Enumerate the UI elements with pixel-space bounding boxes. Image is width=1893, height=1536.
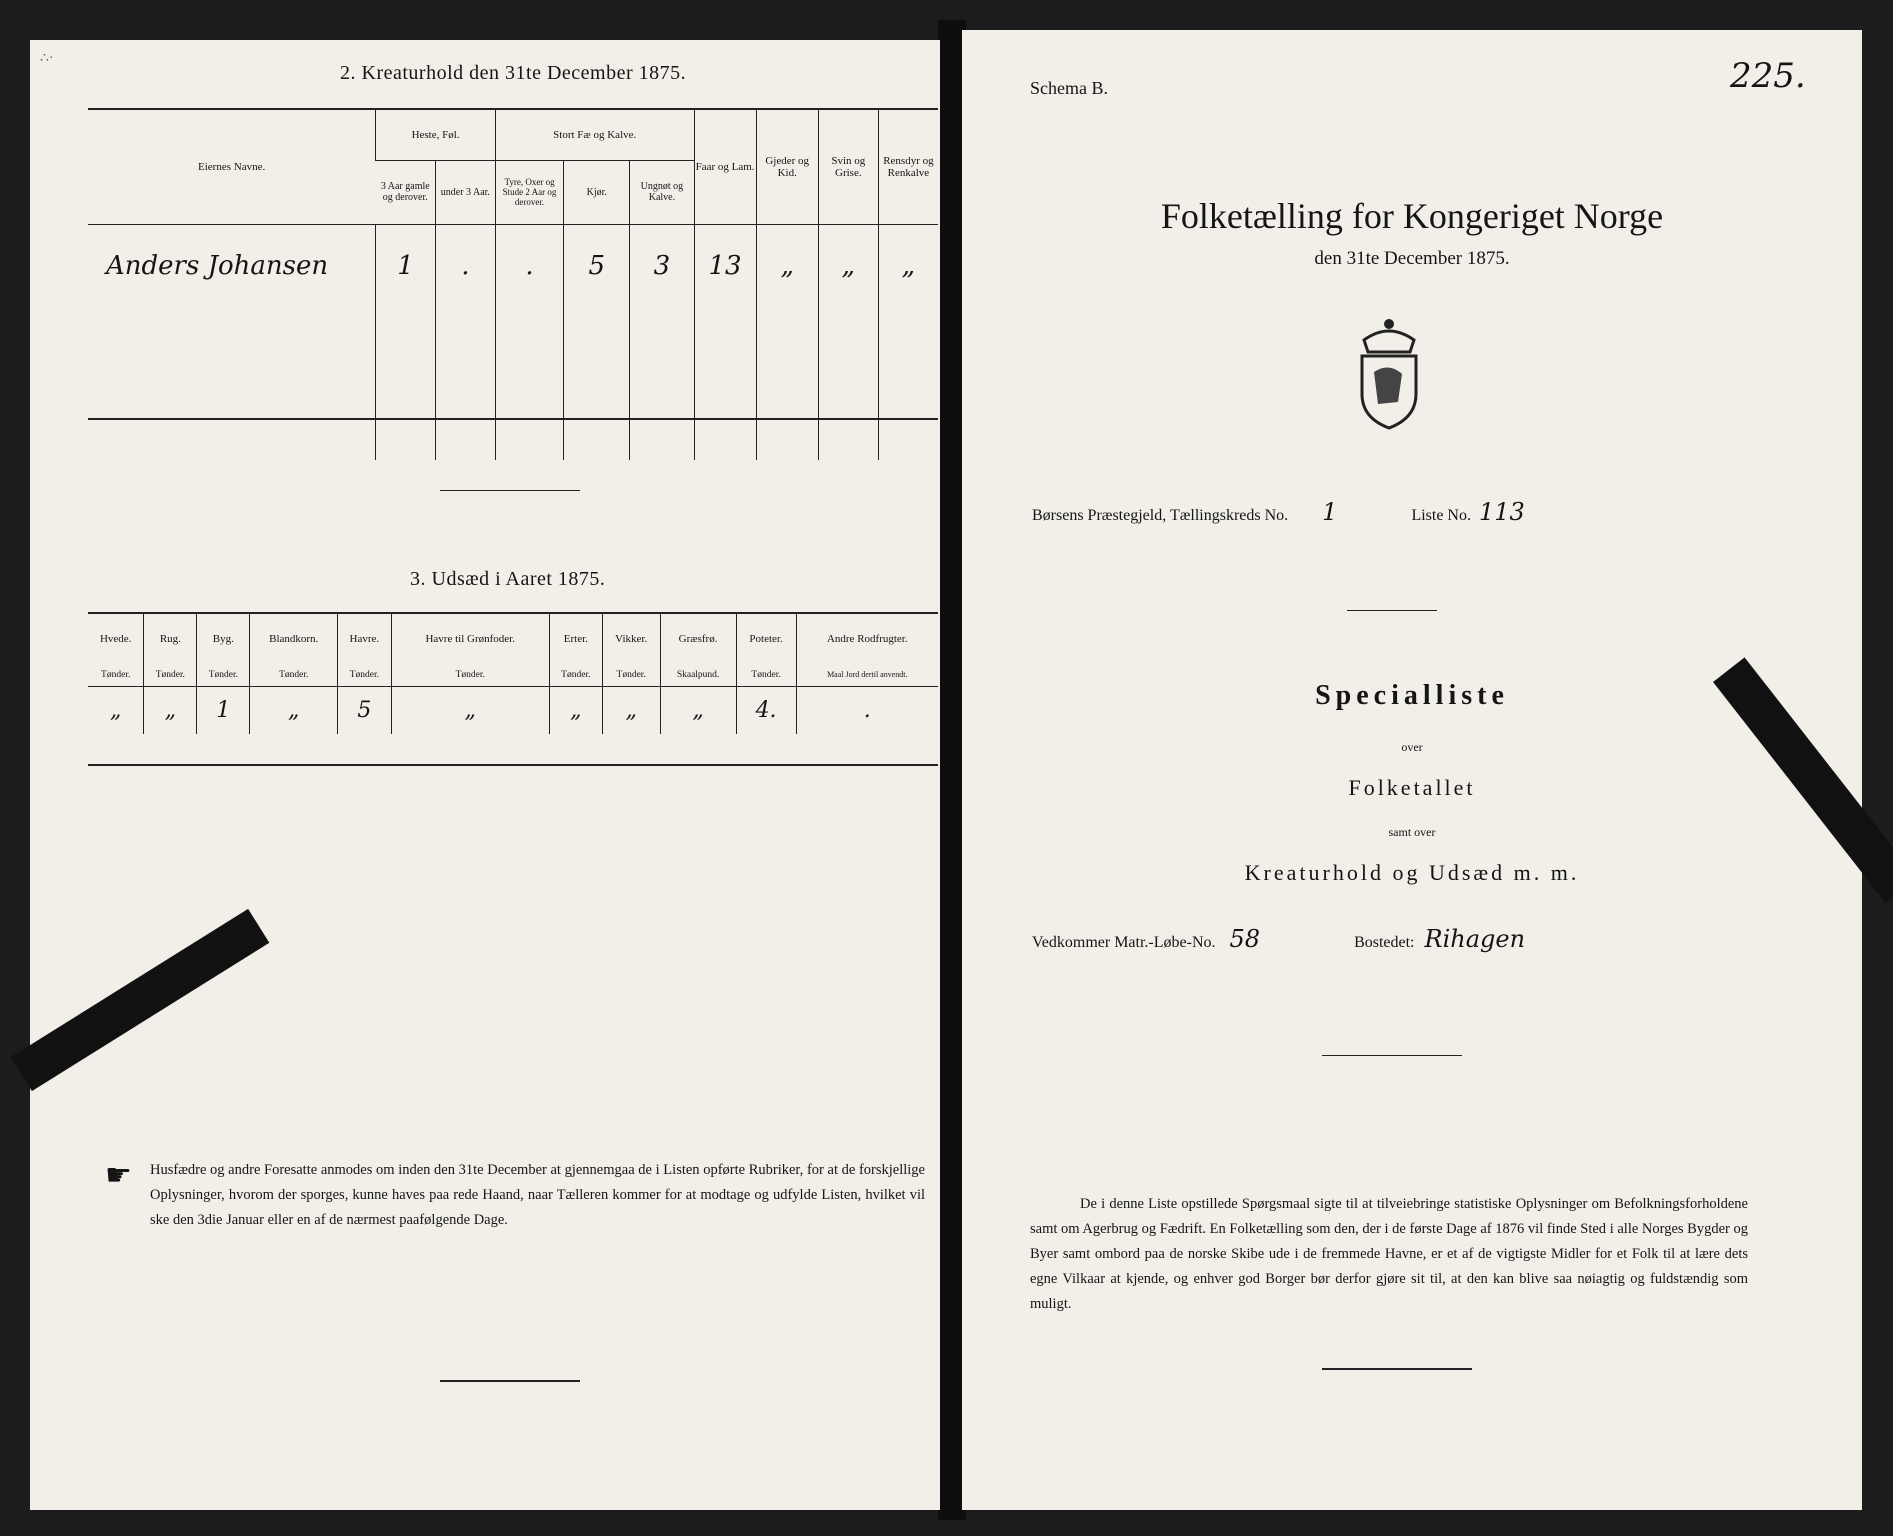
seed-cell: „: [144, 686, 197, 734]
parish-line: [1032, 498, 1525, 526]
page-number: 225.: [1730, 56, 1806, 96]
cell-pigs: „: [818, 224, 878, 308]
cell-sheep: 13: [694, 224, 756, 308]
folketallet-label: Folketallet: [1348, 775, 1476, 800]
district-value: 1: [1322, 498, 1338, 526]
subheader-cows: Kjør.: [564, 161, 630, 224]
seed-header: Erter.: [549, 614, 602, 664]
cell-cows: 5: [564, 224, 630, 308]
over-label: over: [1401, 740, 1423, 754]
right-notice: De i denne Liste opstillede Spørgsmaal sigte til at tilveiebringe statistiske Oplysninger om Befolkningsforholdene samt om Agerbrug og Fædrift. En Folketælling som den, der i de første Dage af 1876 vil finde Sted i alle Norges Bygder og Byer samt ombord paa de norske Skibe ude i de fremmede Havne, er et af de vigtigste Midler for et Folk til at lære dets egne Vilkaar at kjende, og enhver god Borger bør derfor gjøre sit til, at den kan blive saa nøiagtig og fuldstændig som muligt.: [1030, 1196, 1748, 1312]
owner-name: Anders Johansen: [106, 251, 329, 282]
seed-unit: Tønder.: [736, 664, 796, 686]
header-sheep: Faar og Lam.: [694, 110, 756, 224]
seed-header: Vikker.: [602, 614, 660, 664]
seed-table: [88, 614, 938, 734]
seed-header: Hvede.: [99, 633, 132, 645]
left-notice: Husfædre og andre Foresatte anmodes om inden den 31te December at gjennemgaa de i Listen opførte Rubriker, for at de forskjellige Oplysninger, hvorom der sporges, kunne haves paa rede Haand, naar Tælleren kommer for at modtage og udfylde Listen, hvilket vil ske den 3die Januar eller en af de nærmest paafølgende Dage.: [150, 1162, 925, 1228]
matr-value: 58: [1229, 925, 1261, 953]
matr-label: Vedkommer Matr.-Løbe-No.: [1032, 934, 1216, 951]
section3-title: 3. Udsæd i Aaret 1875.: [410, 568, 606, 590]
seed-header: Havre til Grønfoder.: [391, 614, 549, 664]
seed-header: Andre Rodfrugter.: [796, 614, 938, 664]
owner-header: Eiernes Navne.: [198, 160, 266, 173]
seed-unit: Tønder.: [101, 669, 131, 680]
seed-header: Havre.: [338, 614, 392, 664]
short-rule: [1322, 1368, 1472, 1370]
special-list-title: Specialliste: [1315, 680, 1509, 711]
seed-cell: „: [391, 686, 549, 734]
cell-horses-old: 1: [376, 224, 436, 308]
header-reindeer: Rensdyr og Renkalve: [878, 110, 938, 224]
cell-goats: „: [756, 224, 818, 308]
section2-title: 2. Kreaturhold den 31te December 1875.: [340, 62, 687, 84]
norway-coat-of-arms-icon: [1344, 312, 1434, 432]
bosted-value: Rihagen: [1424, 925, 1526, 953]
list-label: Liste No.: [1411, 507, 1471, 524]
short-rule: [1347, 610, 1437, 611]
cell-horses-young: .: [435, 224, 495, 308]
seed-header: Rug.: [144, 614, 197, 664]
seed-header: Græsfrø.: [660, 614, 736, 664]
seed-cell: „: [250, 686, 338, 734]
matr-line: [1032, 925, 1525, 953]
seed-unit: Skaalpund.: [660, 664, 736, 686]
bosted-label: Bostedet:: [1354, 934, 1415, 951]
seed-cell: 1: [197, 686, 250, 734]
seed-header: Byg.: [197, 614, 250, 664]
kreatur-label: Kreaturhold og Udsæd m. m.: [1244, 860, 1580, 885]
cell-reindeer: „: [878, 224, 938, 308]
subheader-horses-old: 3 Aar gamle og derover.: [380, 181, 430, 204]
subheader-oxen: Tyre, Oxer og Stude 2 Aar og derover.: [495, 161, 563, 224]
cell-oxen: .: [495, 224, 563, 308]
short-rule: [440, 1380, 580, 1382]
seed-unit: Tønder.: [391, 664, 549, 686]
seed-unit: Tønder.: [144, 664, 197, 686]
seed-cell: 5: [338, 686, 392, 734]
parish-label: Børsens Præstegjeld,: [1032, 507, 1167, 524]
district-label: Tællingskreds No.: [1169, 507, 1289, 524]
seed-unit: Tønder.: [197, 664, 250, 686]
livestock-table: [88, 110, 938, 460]
cell-calves: 3: [630, 224, 694, 308]
seed-cell: „: [602, 686, 660, 734]
group-header-cattle: Stort Fæ og Kalve.: [495, 110, 694, 161]
right-page: [962, 30, 1862, 1510]
samt-over-label: samt over: [1388, 825, 1436, 839]
header-goats: Gjeder og Kid.: [756, 110, 818, 224]
margin-mark: ∴·: [40, 51, 54, 66]
seed-header: Blandkorn.: [250, 614, 338, 664]
seed-unit: Tønder.: [602, 664, 660, 686]
seed-unit: Maal Jord dertil anvendt.: [796, 664, 938, 686]
schema-label: Schema B.: [1030, 78, 1108, 98]
seed-unit: Tønder.: [338, 664, 392, 686]
rule: [88, 418, 938, 420]
seed-cell: „: [549, 686, 602, 734]
short-rule: [440, 490, 580, 491]
seed-unit: Tønder.: [549, 664, 602, 686]
seed-unit: Tønder.: [250, 664, 338, 686]
seed-cell: „: [660, 686, 736, 734]
pointing-hand-icon: ☛: [105, 1159, 132, 1192]
list-value: 113: [1478, 498, 1525, 526]
subheader-horses-young: under 3 Aar.: [435, 161, 495, 224]
short-rule: [1322, 1055, 1462, 1056]
main-subtitle: den 31te December 1875.: [1314, 248, 1510, 269]
seed-cell: „: [109, 697, 122, 723]
main-title: Folketælling for Kongeriget Norge: [1160, 196, 1664, 236]
seed-cell: .: [796, 686, 938, 734]
seed-cell: 4.: [736, 686, 796, 734]
group-header-horses: Heste, Føl.: [376, 110, 496, 161]
rule: [88, 764, 938, 766]
seed-header: Poteter.: [736, 614, 796, 664]
subheader-calves: Ungnøt og Kalve.: [630, 161, 694, 224]
left-page: [30, 40, 940, 1510]
header-pigs: Svin og Grise.: [818, 110, 878, 224]
